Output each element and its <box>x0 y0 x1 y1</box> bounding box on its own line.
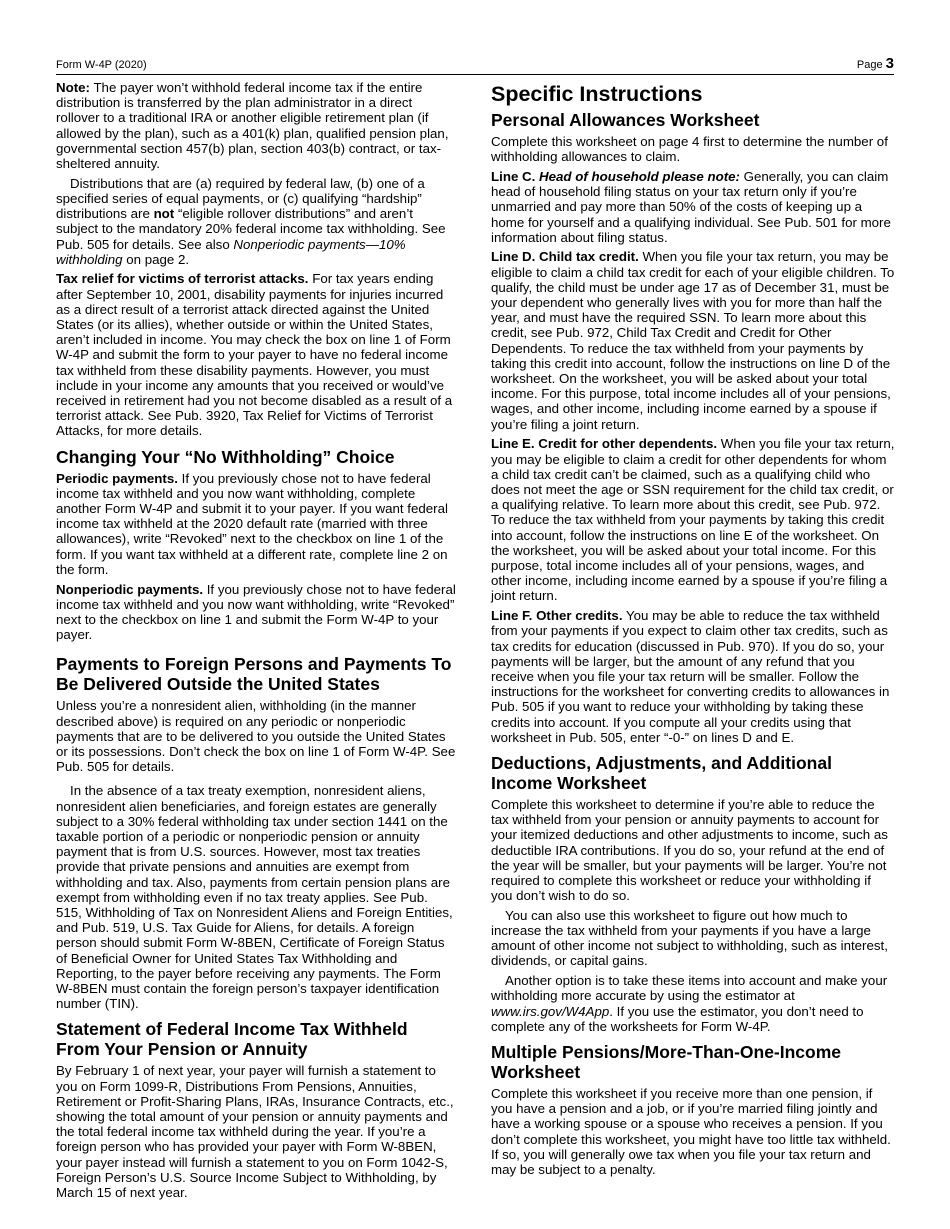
page-indicator <box>857 55 894 72</box>
multiple-pensions-heading: Multiple Pensions/More-Than-One-Income Worksheet <box>491 1041 842 1082</box>
personal-allowances-paragraph: Complete this worksheet on page 4 first to determine the number of withholding allowances to claim. <box>491 134 888 165</box>
deductions-paragraph-1: Complete this worksheet to determine if you’re able to reduce the tax withheld from your pension or annuity payments to account for your itemized deductions and other adjustments to income, such as deductible IRA contributions. If you do so, your refund at the end of the year will be smaller, but your payments will be larger. You’re not required to complete this worksheet or reduce your withholding if you don’t wish to do so. <box>491 796 888 904</box>
statement-paragraph: By February 1 of next year, your payer will furnish a statement to you on Form 1099-R, Distributions From Pensions, Annuities, Retirement or Profit-Sharing Plans, IRAs, Insurance Contracts, etc., showing the total amount of your pension or annuity payments and the total federal income tax withheld during the year. If you’re a foreign person who has provided your payer with Form W-8BEN, your payer instead will furnish a statement to you on Form 1042-S, Foreign Person’s U.S. Source Income Subject to Withholding, by March 15 of next year. <box>56 1063 454 1201</box>
line-d-paragraph: Line D. Child tax credit. When you file your tax return, you may be eligible to claim a child tax credit for each of your eligible children. To qualify, the child must be under age 17 as of December 31, must be your dependent who generally lives with you for more than half the year, and must have the required SSN. To learn more about this credit, see Pub. 972, Child Tax Credit and Credit for Other Dependents. To reduce the tax withheld from your payments by taking this credit into account, follow the instructions on line D of the worksheet. On the worksheet, you will be asked about your total income. For this purpose, total income includes all of your pensions, wages, and other income, including income earned by a spouse if you’re filing a joint return. <box>491 249 895 432</box>
deductions-heading: Deductions, Adjustments, and Additional Income Worksheet <box>491 752 832 793</box>
terrorist-relief-paragraph: Tax relief for victims of terrorist attacks. For tax years ending after September 10, 2001, disability payments for injuries incurred as a direct result of a terrorist attack directed against the United States (or its allies), whether outside or within the United States, aren’t included in income. You may check the box on line 1 of Form W-4P and submit the form to your payer to have no federal income tax withheld from these disability payments. However, you must include in your income any amounts that you received or would’ve received in retirement had you not become disabled as a result of a terrorist attack. See Pub. 3920, Tax Relief for Victims of Terrorist Attacks, for more details. <box>56 271 453 439</box>
multiple-pensions-paragraph: Complete this worksheet if you receive more than one pension, if you have a pension and a job, or if you’re married filing jointly and have a working spouse or a spouse who receives a pension. If you don’t complete this worksheet, you might have too little tax withheld. If so, you will generally owe tax when you file your tax return and may be subject to a penalty. <box>491 1085 891 1177</box>
page-label: Page <box>856 59 883 71</box>
terrorist-relief-lead: Tax relief for victims of terrorist attacks. <box>56 271 309 287</box>
right-column <box>491 80 895 1182</box>
page-header <box>56 56 894 74</box>
foreign-paragraph-1: Unless you’re a nonresident alien, withholding (in the manner described above) is required on any periodic or nonperiodic payments that are to be delivered to you outside the United States or its possessions. Don’t check the box on line 1 of Form W-4P. See Pub. 505 for details. <box>56 698 456 775</box>
periodic-payments-paragraph: Periodic payments. If you previously chose not to have federal income tax withheld and you now want withholding, complete another Form W-4P and submit it to your payer. If you want federal income tax withheld at the 2020 default rate (married with three allowances), write “Revoked” next to the checkbox on line 1 of the form. If you want tax withheld at a different rate, complete line 2 on the form. <box>56 470 448 577</box>
statement-heading: Statement of Federal Income Tax Withheld From Your Pension or Annuity <box>56 1019 408 1060</box>
estimator-url: www.irs.gov/W4App <box>491 1003 610 1019</box>
personal-allowances-heading: Personal Allowances Worksheet <box>491 110 760 130</box>
line-c-paragraph: Line C. Head of household please note: Generally, you can claim head of household filing status on your tax return only if you’re unmarried and pay more than 50% of the costs of keeping up a home for yourself and a qualifying individual. See Pub. 501 for more information about filing status. <box>491 168 891 245</box>
nonperiodic-payments-paragraph: Nonperiodic payments. If you previously chose not to have federal income tax withheld and you now want withholding, write “Revoked” next to the checkbox on line 1 and submit the Form W-4P to your payer. <box>56 581 456 643</box>
note-lead: Note: <box>56 80 90 95</box>
page-number: 3 <box>885 55 894 72</box>
distributions-paragraph: Distributions that are (a) required by federal law, (b) one of a specified series of equal payments, or (c) qualifying “hardship” distributions are not “eligible rollover distributions” and aren’t subject to the mandatory 20% federal income tax withholding. See Pub. 505 for details. See also Nonperiodic payments—10% withholding on page 2. <box>56 175 446 267</box>
left-column <box>56 80 456 1205</box>
deductions-paragraph-3: Another option is to take these items into account and make your withholding more accurate by using the estimator at www.irs.gov/W4App. If you use the estimator, you don’t need to complete any of the worksheets for Form W-4P. <box>491 973 888 1034</box>
changing-choice-heading: Changing Your “No Withholding” Choice <box>56 446 395 467</box>
line-e-paragraph: Line E. Credit for other dependents. When you file your tax return, you may be eligible to claim a credit for other dependents for whom a child tax credit can’t be claimed, such as a qualifying child who does not meet the age or SSN requirement for the child tax credit, or a qualifying relative. To learn more about this credit, see Pub. 972. To reduce the tax withheld from your payments by taking this credit into account, follow the instructions on line E of the worksheet. On the worksheet, you will be asked about your total income. For this purpose, total income includes all of your pensions, wages, and other income, including income earned by a spouse if you’re filing a joint return. <box>491 436 895 604</box>
foreign-paragraph-2: In the absence of a tax treaty exemption, nonresident aliens, nonresident alien beneficiaries, and foreign estates are generally subject to a 30% federal withholding tax under section 1441 on the taxable portion of a periodic or nonperiodic pension or annuity payment that is from U.S. sources. However, most tax treaties provide that private pensions and annuities are exempt from withholding and tax. Also, payments from certain pension plans are exempt from withholding even if no tax treaty applies. See Pub. 515, Withholding of Tax on Nonresident Aliens and Foreign Entities, and Pub. 519, U.S. Tax Guide for Aliens, for details. A foreign person should submit Form W-8BEN, Certificate of Foreign Status of Beneficial Owner for United States Tax Withholding and Reporting, to the payer before receiving any payments. The Form W-8BEN must contain the foreign person’s taxpayer identification number (TIN). <box>56 783 453 1012</box>
foreign-persons-heading: Payments to Foreign Persons and Payments To Be Delivered Outside the United States <box>56 654 452 695</box>
line-f-paragraph: Line F. Other credits. You may be able to reduce the tax withheld from your payments if you expect to claim other tax credits, such as tax credits for education (discussed in Pub. 970). If you do so, your payments will be larger, but the amount of any refund that you receive when you file your tax return will be smaller. Follow the instructions for the worksheet for converting credits to allowances in Pub. 505 if you want to reduce your withholding by taking these credits into account. If you compute all your credits using that worksheet in Pub. 505, enter “-0-” on lines D and E. <box>491 608 890 745</box>
note-paragraph: Note: The payer won’t withhold federal income tax if the entire distribution is transferred by the plan administrator in a direct rollover to a traditional IRA or another eligible retirement plan (if allowed by the plan), such as a 401(k) plan, qualified pension plan, governmental section 457(b) plan, section 403(b) contract, or tax-sheltered annuity. <box>56 80 449 172</box>
specific-instructions-heading: Specific Instructions <box>491 82 703 106</box>
form-title: Form W-4P (2020) <box>56 59 147 71</box>
header-rule <box>56 74 894 75</box>
deductions-paragraph-2: You can also use this worksheet to figure out how much to increase the tax withheld from your payments if you have a large amount of other income not subject to withholding, such as interest, dividends, or capital gains. <box>491 907 888 969</box>
